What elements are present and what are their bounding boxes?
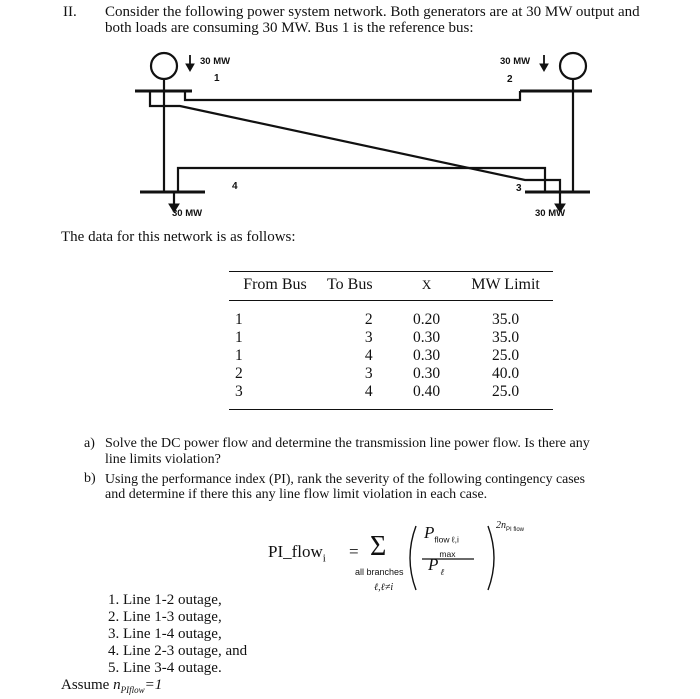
- question-a-line1: Solve the DC power flow and determine the transmission line power flow. Is there any: [105, 436, 590, 451]
- data-intro: The data for this network is as follows:: [61, 229, 296, 245]
- cell-to: 2: [364, 311, 373, 328]
- problem-intro-line1: Consider the following power system network. Both generators are at 30 MW output and: [105, 4, 640, 20]
- formula-num-p: P: [424, 523, 435, 542]
- cell-mw-limit: 35.0: [492, 329, 520, 346]
- formula-sum-range: all branches: [355, 567, 404, 577]
- bus3-label: 3: [516, 183, 522, 194]
- col-header-mw-limit: MW Limit: [471, 276, 540, 293]
- bus1-label: 1: [214, 73, 220, 84]
- gen1-arrow-icon: [186, 64, 194, 71]
- cell-mw-limit: 40.0: [492, 365, 520, 382]
- question-a-line2: line limits violation?: [105, 452, 221, 467]
- table-row: [229, 383, 553, 410]
- list-item: 4. Line 2-3 outage, and: [108, 643, 248, 659]
- assume-var-sub: PIflow: [120, 685, 145, 695]
- cell-x: 0.30: [413, 329, 441, 346]
- formula-lhs-sub: i: [322, 552, 326, 565]
- list-item: 1. Line 1-2 outage,: [108, 592, 222, 608]
- cell-from: 1: [235, 329, 243, 346]
- formula-lhs: [268, 542, 326, 564]
- assume-text: Assume: [61, 677, 110, 693]
- formula-lhs-text: PI_flow: [268, 542, 323, 561]
- cell-mw-limit: 35.0: [492, 311, 520, 328]
- formula-exp-sub: PI flow: [506, 527, 525, 533]
- problem-intro-line2: both loads are consuming 30 MW. Bus 1 is the reference bus:: [105, 20, 474, 36]
- cell-to: 4: [364, 347, 373, 364]
- table-row: [229, 365, 553, 383]
- cell-to: 3: [364, 365, 373, 382]
- table-row: [229, 329, 553, 347]
- cell-x: 0.30: [413, 347, 441, 364]
- bus4-label: 4: [232, 181, 238, 192]
- col-header-from-bus: From Bus: [243, 276, 307, 293]
- question-b-line2: and determine if there this any line flow limit violation in each case.: [105, 487, 488, 502]
- cell-x: 0.20: [413, 311, 441, 328]
- formula-den-sub: ℓ: [440, 567, 445, 577]
- cell-x: 0.30: [413, 365, 441, 382]
- table-row: [229, 301, 553, 330]
- col-header-to-bus: To Bus: [327, 276, 373, 293]
- cell-from: 1: [235, 311, 243, 328]
- line-data-table: [229, 271, 553, 410]
- question-a-label: a): [84, 436, 95, 451]
- assume-line: [61, 677, 162, 699]
- cell-x: 0.40: [413, 383, 441, 400]
- formula-exponent: [496, 520, 524, 533]
- list-item: 2. Line 1-3 outage,: [108, 609, 222, 625]
- load-left-label: 30 MW: [172, 208, 203, 219]
- gen1-label: 30 MW: [200, 56, 231, 67]
- formula-num-sub: flow ℓ,i: [434, 534, 459, 545]
- bus2-label: 2: [507, 74, 513, 85]
- question-b-label: b): [84, 471, 96, 486]
- table-row: [229, 347, 553, 365]
- cell-from: 2: [235, 365, 243, 382]
- cell-mw-limit: 25.0: [492, 383, 520, 400]
- assume-var: n: [113, 677, 121, 693]
- formula-equals: =: [349, 542, 359, 561]
- load-right-label: 30 MW: [535, 208, 566, 219]
- cell-from: 3: [235, 383, 243, 400]
- formula-sum-index: ℓ,ℓ≠i: [374, 582, 394, 593]
- formula-den-sup: max: [439, 549, 456, 559]
- generator-1-icon: [151, 53, 177, 79]
- generator-2-icon: [560, 53, 586, 79]
- formula-denominator: [428, 549, 456, 577]
- cell-mw-limit: 25.0: [492, 347, 520, 364]
- col-header-x: X: [421, 277, 432, 292]
- formula-exp-text: 2n: [496, 520, 506, 531]
- cell-from: 1: [235, 347, 243, 364]
- question-b-line1: Using the performance index (PI), rank the severity of the following contingency cases: [105, 471, 586, 486]
- formula-den-p: P: [428, 555, 439, 574]
- cell-to: 3: [364, 329, 373, 346]
- formula-sigma: Σ: [370, 531, 387, 562]
- power-network-diagram: [0, 0, 700, 230]
- contingency-list: [108, 592, 247, 677]
- list-item: 5. Line 3-4 outage.: [108, 660, 222, 676]
- cell-to: 4: [364, 383, 373, 400]
- gen2-arrow-icon: [540, 64, 548, 71]
- problem-number: II.: [63, 4, 77, 20]
- gen2-label: 30 MW: [500, 56, 531, 67]
- list-item: 3. Line 1-4 outage,: [108, 626, 222, 642]
- formula-numerator: [424, 523, 459, 544]
- assume-value: =1: [144, 677, 163, 693]
- table-header-row: [229, 272, 553, 301]
